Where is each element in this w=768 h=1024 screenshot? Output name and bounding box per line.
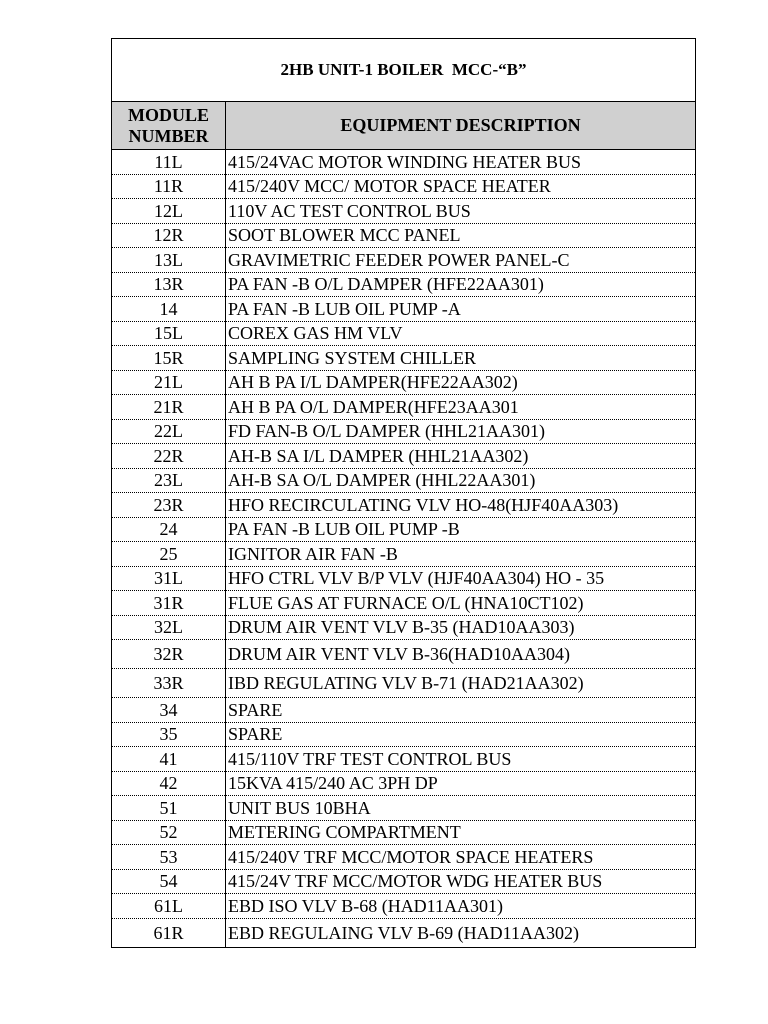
module-number-cell: 42 (112, 771, 226, 796)
equipment-description-cell: IGNITOR AIR FAN -B (226, 542, 696, 567)
equipment-description-cell: AH B PA I/L DAMPER(HFE22AA302) (226, 370, 696, 395)
equipment-description-cell: IBD REGULATING VLV B-71 (HAD21AA302) (226, 669, 696, 698)
module-number-cell: 51 (112, 796, 226, 821)
table-row (112, 199, 696, 224)
equipment-description-header: EQUIPMENT DESCRIPTION (226, 102, 696, 150)
table-row (112, 419, 696, 444)
mcc-table-sheet (111, 38, 695, 948)
table-row (112, 894, 696, 919)
module-number-cell: 14 (112, 297, 226, 322)
module-number-cell: 25 (112, 542, 226, 567)
table-row (112, 297, 696, 322)
equipment-description-cell: DRUM AIR VENT VLV B-35 (HAD10AA303) (226, 615, 696, 640)
module-number-cell: 61R (112, 918, 226, 947)
equipment-description-cell: DRUM AIR VENT VLV B-36(HAD10AA304) (226, 640, 696, 669)
table-row (112, 174, 696, 199)
equipment-description-cell: PA FAN -B LUB OIL PUMP -A (226, 297, 696, 322)
table-row (112, 918, 696, 947)
module-number-cell: 32L (112, 615, 226, 640)
table-row (112, 771, 696, 796)
equipment-description-cell: AH-B SA I/L DAMPER (HHL21AA302) (226, 444, 696, 469)
equipment-description-cell: HFO CTRL VLV B/P VLV (HJF40AA304) HO - 35 (226, 566, 696, 591)
equipment-description-cell: PA FAN -B O/L DAMPER (HFE22AA301) (226, 272, 696, 297)
module-number-cell: 12L (112, 199, 226, 224)
table-row (112, 869, 696, 894)
table-row (112, 722, 696, 747)
module-number-cell: 24 (112, 517, 226, 542)
equipment-description-cell: COREX GAS HM VLV (226, 321, 696, 346)
table-title: 2HB UNIT-1 BOILER MCC-“B” (112, 39, 696, 102)
equipment-table (111, 38, 696, 948)
equipment-description-cell: 415/24V TRF MCC/MOTOR WDG HEATER BUS (226, 869, 696, 894)
module-number-cell: 15L (112, 321, 226, 346)
table-row (112, 395, 696, 420)
table-row (112, 493, 696, 518)
table-row (112, 321, 696, 346)
equipment-description-cell: 415/240V TRF MCC/MOTOR SPACE HEATERS (226, 845, 696, 870)
table-row (112, 517, 696, 542)
equipment-description-cell: SPARE (226, 722, 696, 747)
module-number-cell: 31L (112, 566, 226, 591)
equipment-description-cell: AH B PA O/L DAMPER(HFE23AA301 (226, 395, 696, 420)
table-row (112, 615, 696, 640)
module-number-cell: 35 (112, 722, 226, 747)
table-row (112, 845, 696, 870)
equipment-description-cell: EBD ISO VLV B-68 (HAD11AA301) (226, 894, 696, 919)
table-row (112, 468, 696, 493)
equipment-description-cell: METERING COMPARTMENT (226, 820, 696, 845)
module-number-cell: 12R (112, 223, 226, 248)
equipment-description-cell: PA FAN -B LUB OIL PUMP -B (226, 517, 696, 542)
module-number-cell: 11L (112, 150, 226, 175)
equipment-description-cell: FLUE GAS AT FURNACE O/L (HNA10CT102) (226, 591, 696, 616)
equipment-description-cell: UNIT BUS 10BHA (226, 796, 696, 821)
equipment-description-cell: GRAVIMETRIC FEEDER POWER PANEL-C (226, 248, 696, 273)
module-number-cell: 32R (112, 640, 226, 669)
table-row (112, 566, 696, 591)
table-row (112, 640, 696, 669)
table-row (112, 370, 696, 395)
table-row (112, 248, 696, 273)
module-number-cell: 61L (112, 894, 226, 919)
module-number-cell: 33R (112, 669, 226, 698)
module-number-cell: 22R (112, 444, 226, 469)
table-row (112, 698, 696, 723)
module-number-cell: 54 (112, 869, 226, 894)
equipment-description-cell: AH-B SA O/L DAMPER (HHL22AA301) (226, 468, 696, 493)
table-row (112, 669, 696, 698)
title-row (112, 39, 696, 102)
table-row (112, 272, 696, 297)
equipment-description-cell: 110V AC TEST CONTROL BUS (226, 199, 696, 224)
table-row (112, 346, 696, 371)
equipment-description-cell: FD FAN-B O/L DAMPER (HHL21AA301) (226, 419, 696, 444)
equipment-description-cell: EBD REGULAING VLV B-69 (HAD11AA302) (226, 918, 696, 947)
table-body (112, 150, 696, 948)
equipment-description-cell: 415/110V TRF TEST CONTROL BUS (226, 747, 696, 772)
module-number-cell: 13R (112, 272, 226, 297)
module-number-cell: 22L (112, 419, 226, 444)
equipment-description-cell: 415/240V MCC/ MOTOR SPACE HEATER (226, 174, 696, 199)
table-row (112, 444, 696, 469)
equipment-description-cell: SPARE (226, 698, 696, 723)
module-number-cell: 23R (112, 493, 226, 518)
module-number-cell: 13L (112, 248, 226, 273)
table-row (112, 591, 696, 616)
module-number-cell: 23L (112, 468, 226, 493)
module-number-cell: 52 (112, 820, 226, 845)
module-number-cell: 41 (112, 747, 226, 772)
header-row (112, 102, 696, 150)
module-number-cell: 31R (112, 591, 226, 616)
module-number-cell: 34 (112, 698, 226, 723)
module-number-cell: 11R (112, 174, 226, 199)
module-number-header: MODULE NUMBER (112, 102, 226, 150)
equipment-description-cell: 15KVA 415/240 AC 3PH DP (226, 771, 696, 796)
module-number-cell: 53 (112, 845, 226, 870)
equipment-description-cell: SAMPLING SYSTEM CHILLER (226, 346, 696, 371)
module-number-cell: 21L (112, 370, 226, 395)
equipment-description-cell: HFO RECIRCULATING VLV HO-48(HJF40AA303) (226, 493, 696, 518)
table-row (112, 542, 696, 567)
equipment-description-cell: 415/24VAC MOTOR WINDING HEATER BUS (226, 150, 696, 175)
table-row (112, 796, 696, 821)
equipment-description-cell: SOOT BLOWER MCC PANEL (226, 223, 696, 248)
table-row (112, 223, 696, 248)
table-row (112, 150, 696, 175)
module-number-cell: 15R (112, 346, 226, 371)
module-number-cell: 21R (112, 395, 226, 420)
table-row (112, 820, 696, 845)
table-row (112, 747, 696, 772)
